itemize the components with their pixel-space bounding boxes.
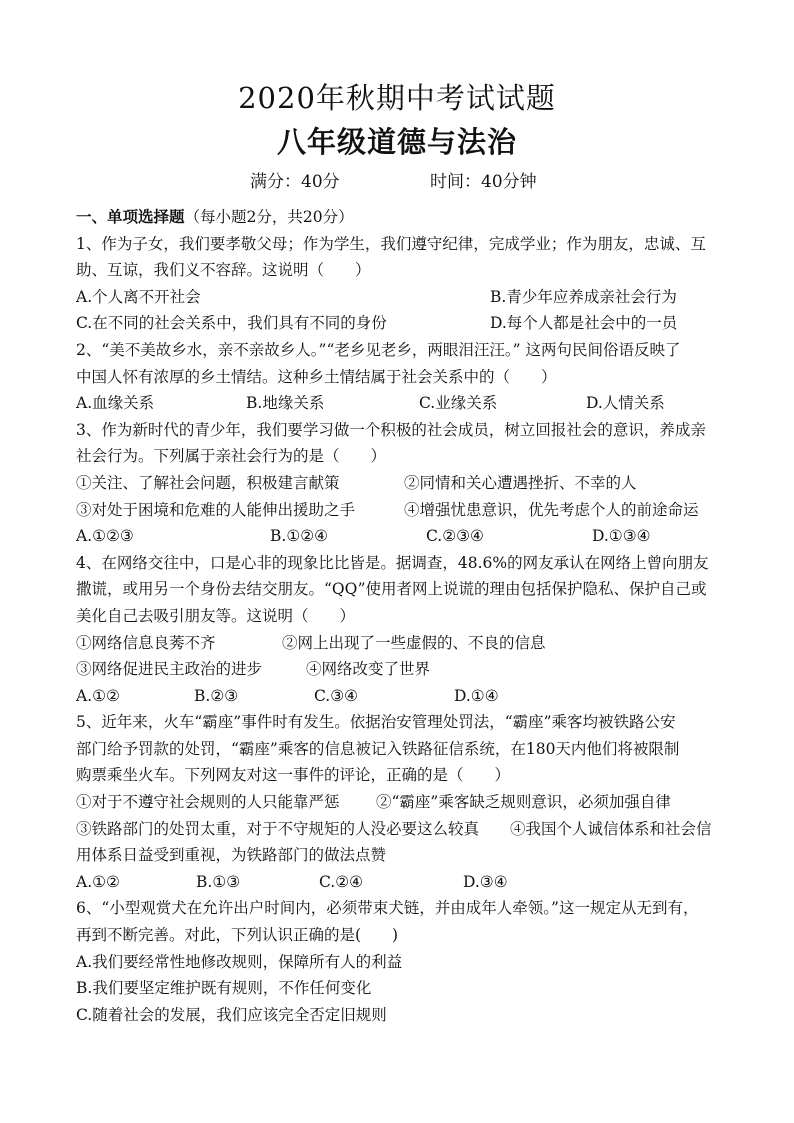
question-3-statements-row-1 (76, 470, 726, 497)
question-2-stem-line-1: 2、“美不美故乡水，亲不亲故乡人。”“老乡见老乡，两眼泪汪汪。” 这两句民间俗语反映了 (76, 340, 681, 359)
full-score: 满分：40分 (250, 172, 340, 192)
question-5-statements-row-1 (76, 789, 726, 816)
question-5-stem-line-2: 部门给予罚款的处罚，“霸座”乘客的信息被记入铁路征信系统，在180天内他们将被限制 (76, 739, 680, 758)
question-4-statements-row-1 (76, 630, 726, 657)
question-3-option-c[interactable]: C.②③④ (426, 527, 484, 546)
question-5-statement-4-continued: 用体系日益受到重视，为铁路部门的做法点赞 (76, 846, 387, 865)
question-6-option-a[interactable]: A.我们要经常性地修改规则，保障所有人的利益 (76, 952, 403, 971)
exam-content (76, 204, 726, 1028)
question-5-option-b[interactable]: B.①③ (196, 872, 241, 891)
question-3-stem-line-1: 3、作为新时代的青少年，我们要学习做一个积极的社会成员，树立回报社会的意识，养成亲 (76, 420, 706, 439)
question-2-option-b[interactable]: B.地缘关系 (246, 394, 325, 413)
question-2-option-c[interactable]: C.业缘关系 (419, 394, 498, 413)
question-4-statements-row-2 (76, 656, 726, 683)
question-3-statement-3: ③对处于困境和危难的人能伸出援助之手 (76, 500, 356, 519)
section-heading (76, 204, 726, 231)
question-4-statement-1: ①网络信息良莠不齐 (76, 633, 216, 652)
section-note: （每小题2分，共20分） (184, 208, 354, 226)
question-5-statements-row-2 (76, 816, 726, 843)
question-6-stem-line-1: 6、“小型观赏犬在允许出户时间内，必须带束犬链，并由成年人牵领。”这一规定从无到有， (76, 899, 699, 918)
question-6-stem-line-2: 再到不断完善。对此，下列认识正确的是( ) (76, 926, 399, 945)
question-3-statement-2: ②同情和关心遭遇挫折、不幸的人 (404, 473, 637, 492)
question-3-option-a[interactable]: A.①②③ (76, 527, 134, 546)
question-5-option-c[interactable]: C.②④ (319, 872, 364, 891)
question-4-options (76, 683, 726, 710)
question-5-options (76, 869, 726, 896)
exam-title: 2020年秋期中考试试题 (238, 81, 556, 115)
question-6-option-c[interactable]: C.随着社会的发展，我们应该完全否定旧规则 (76, 1005, 387, 1024)
question-3-options (76, 523, 726, 550)
question-4-stem-line-3: 美化自己去吸引朋友等。这说明（ ） (76, 606, 356, 625)
question-3-option-d[interactable]: D.①③④ (592, 527, 651, 546)
question-3-stem-line-2: 社会行为。下列属于亲社会行为的是（ ） (76, 447, 387, 466)
question-5-statement-3: ③铁路部门的处罚太重，对于不守规矩的人没必要这么较真 (76, 819, 480, 838)
question-2-options (76, 390, 726, 417)
exam-meta (0, 168, 794, 196)
question-1-stem-line-1: 1、作为子女，我们要孝敬父母；作为学生，我们遵守纪律，完成学业；作为朋友，忠诚、互 (76, 234, 706, 253)
question-4-stem-line-1: 4、在网络交往中，口是心非的现象比比皆是。据调查，48.6%的网友承认在网络上曾向朋友 (76, 553, 709, 572)
question-4-option-c[interactable]: C.③④ (314, 686, 359, 705)
question-1-options-row-2 (76, 310, 726, 337)
question-1-option-b[interactable]: B.青少年应养成亲社会行为 (490, 287, 677, 306)
question-1-option-a[interactable]: A.个人离不开社会 (76, 287, 201, 306)
question-1-option-c[interactable]: C.在不同的社会关系中，我们具有不同的身份 (76, 314, 387, 333)
question-4-statement-4: ④网络改变了世界 (306, 660, 431, 679)
question-2-option-a[interactable]: A.血缘关系 (76, 394, 155, 413)
question-4-statement-3: ③网络促进民主政治的进步 (76, 660, 263, 679)
exam-time: 时间：40分钟 (430, 172, 537, 192)
question-3-statement-4: ④增强忧患意识，优先考虑个人的前途命运 (404, 500, 699, 519)
question-1-stem-line-2: 助、互谅，我们义不容辞。这说明（ ） (76, 261, 371, 280)
question-5-stem-line-3: 购票乘坐火车。下列网友对这一事件的评论，正确的是（ ） (76, 766, 511, 785)
question-6-option-b[interactable]: B.我们要坚定维护既有规则，不作任何变化 (76, 979, 372, 998)
question-4-option-d[interactable]: D.①④ (454, 686, 499, 705)
section-title: 一、单项选择题 (76, 207, 185, 226)
question-5-statement-2: ②“霸座”乘客缺乏规则意识，必须加强自律 (376, 793, 671, 812)
question-4-statement-2: ②网上出现了一些虚假的、不良的信息 (282, 633, 546, 652)
question-1-option-d[interactable]: D.每个人都是社会中的一员 (490, 314, 678, 333)
question-1-options-row-1 (76, 284, 726, 311)
question-3-statements-row-2 (76, 497, 726, 524)
question-2-option-d[interactable]: D.人情关系 (586, 394, 665, 413)
question-5-stem-line-1: 5、近年来，火车“霸座”事件时有发生。依据治安管理处罚法，“霸座”乘客均被铁路公安 (76, 713, 676, 732)
question-5-option-a[interactable]: A.①② (76, 872, 120, 891)
question-4-option-b[interactable]: B.②③ (194, 686, 239, 705)
question-3-statement-1: ①关注、了解社会问题，积极建言献策 (76, 473, 340, 492)
question-4-option-a[interactable]: A.①② (76, 686, 120, 705)
question-4-stem-line-2: 撒谎，或用另一个身份去结交朋友。“QQ”使用者网上说谎的理由包括保护隐私、保护自己或 (76, 580, 707, 599)
question-5-option-d[interactable]: D.③④ (463, 872, 508, 891)
question-5-statement-4: ④我国个人诚信体系和社会信 (510, 819, 712, 838)
exam-subject: 八年级道德与法治 (276, 125, 517, 159)
question-2-stem-line-2: 中国人怀有浓厚的乡土情结。这种乡土情结属于社会关系中的（ ） (76, 367, 557, 386)
question-3-option-b[interactable]: B.①②④ (270, 527, 329, 546)
question-5-statement-1: ①对于不遵守社会规则的人只能靠严惩 (76, 793, 340, 812)
